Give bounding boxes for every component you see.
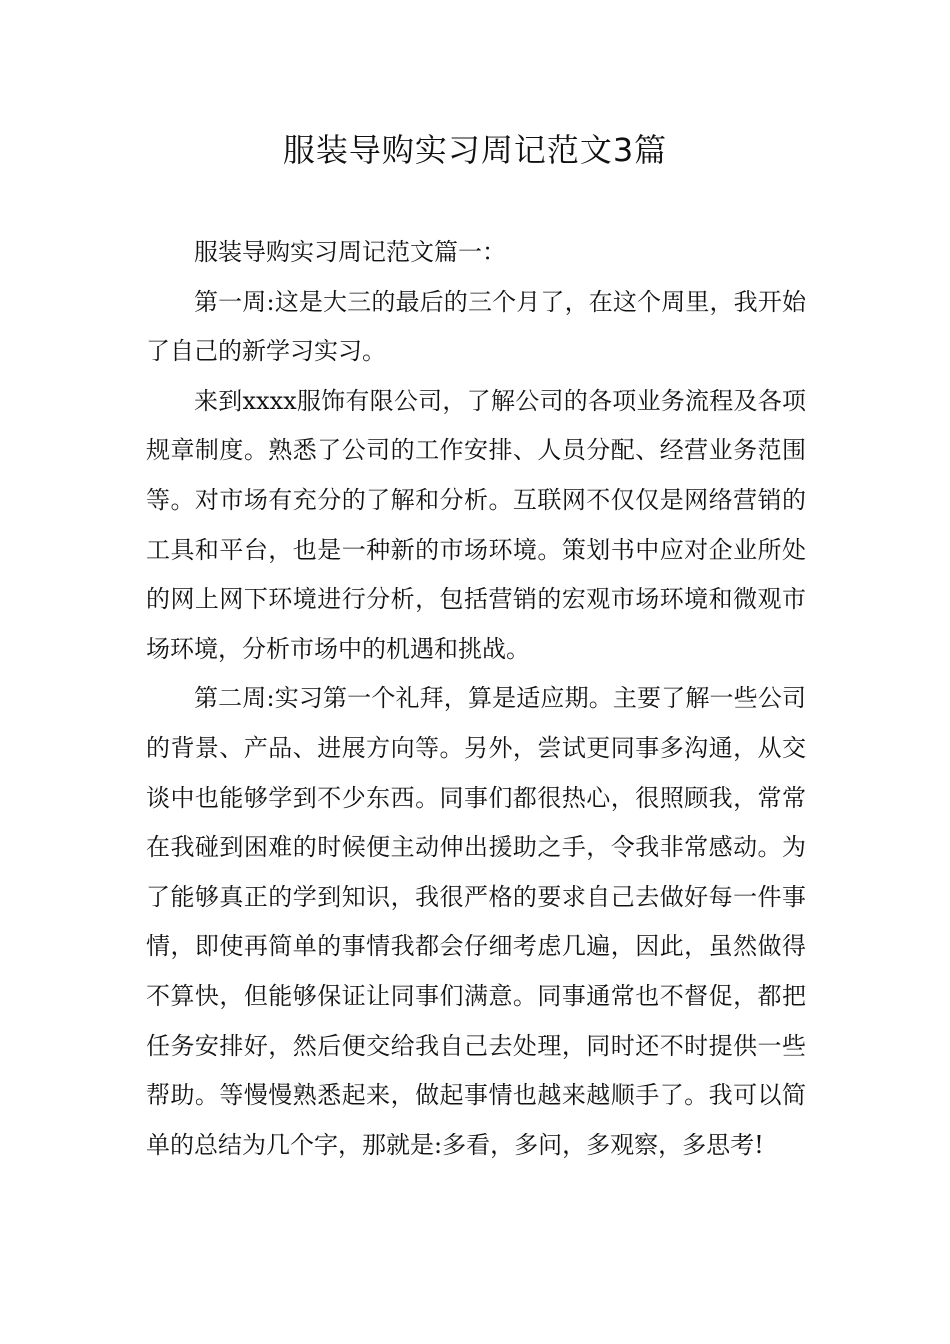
- paragraph-company-intro: 来到xxxx服饰有限公司，了解公司的各项业务流程及各项规章制度。熟悉了公司的工作安排、人员分配、经营业务范围等。对市场有充分的了解和分析。互联网不仅仅是网络营销的工具和平台，也是一种新的市场环境。策划书中应对企业所处的网上网下环境进行分析，包括营销的宏观市场环境和微观市场环境，分析市场中的机遇和挑战。: [146, 386, 806, 663]
- paragraph-week-two: 第二周:实习第一个礼拜，算是适应期。主要了解一些公司的背景、产品、进展方向等。另外，尝试更同事多沟通，从交谈中也能够学到不少东西。同事们都很热心，很照顾我，常常在我碰到困难的时候便主动伸出援助之手，令我非常感动。为了能够真正的学到知识，我很严格的要求自己去做好每一件事情，即使再简单的事情我都会仔细考虑几遍，因此，虽然做得不算快，但能够保证让同事们满意。同事通常也不督促，都把任务安排好，然后便交给我自己去处理，同时还不时提供一些帮助。等慢慢熟悉起来，做起事情也越来越顺手了。我可以简单的总结为几个字，那就是:多看，多问，多观察，多思考!: [146, 684, 806, 1159]
- document-title: 服装导购实习周记范文3篇: [282, 131, 668, 169]
- paragraph-week-one: 第一周:这是大三的最后的三个月了，在这个周里，我开始了自己的新学习实习。: [146, 287, 806, 366]
- document-body: [146, 228, 806, 1170]
- paragraph-heading: 服装导购实习周记范文篇一：: [194, 238, 506, 266]
